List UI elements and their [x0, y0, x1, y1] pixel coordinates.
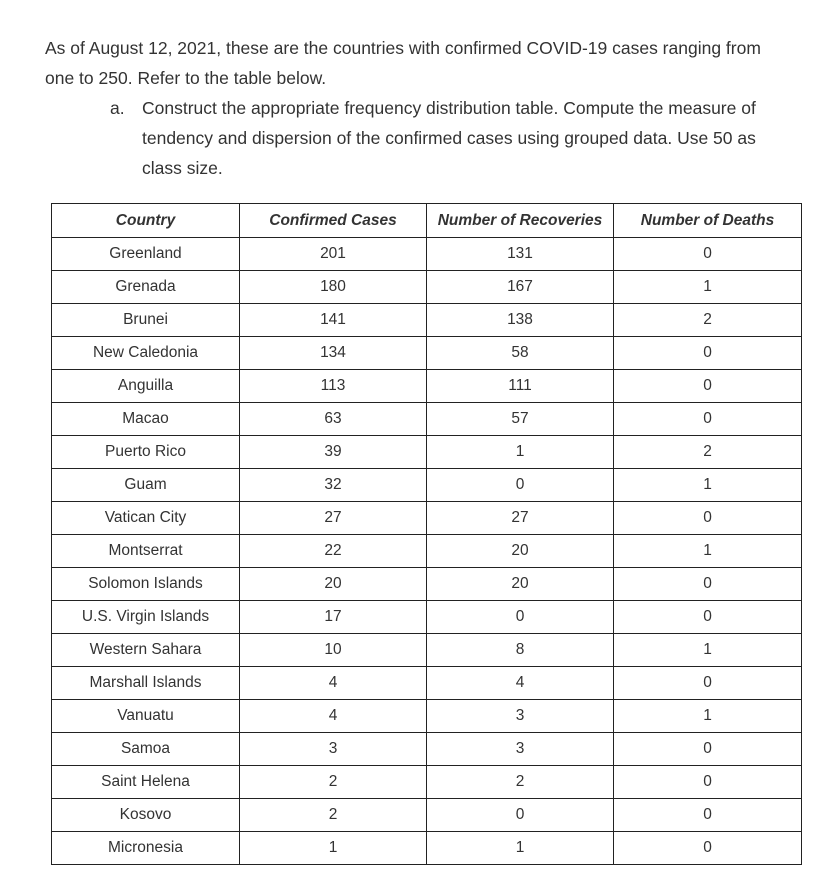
cell-deaths: 0: [614, 667, 802, 700]
cell-recoveries: 58: [427, 337, 614, 370]
cell-country: U.S. Virgin Islands: [52, 601, 240, 634]
table-row: [52, 304, 802, 337]
cell-confirmed-cases: 39: [240, 436, 427, 469]
cell-country: Solomon Islands: [52, 568, 240, 601]
cell-deaths: 0: [614, 337, 802, 370]
table-row: [52, 799, 802, 832]
cell-deaths: 1: [614, 271, 802, 304]
cell-country: Micronesia: [52, 832, 240, 865]
cell-country: Montserrat: [52, 535, 240, 568]
table-row: [52, 535, 802, 568]
intro-line-1: As of August 12, 2021, these are the countries with confirmed COVID-19 cases ranging from: [45, 38, 761, 58]
cell-confirmed-cases: 27: [240, 502, 427, 535]
table-row: [52, 568, 802, 601]
table-row: [52, 733, 802, 766]
cell-deaths: 0: [614, 832, 802, 865]
table-row: [52, 469, 802, 502]
cell-deaths: 2: [614, 436, 802, 469]
cell-country: Vanuatu: [52, 700, 240, 733]
cell-country: Western Sahara: [52, 634, 240, 667]
cell-confirmed-cases: 1: [240, 832, 427, 865]
cell-recoveries: 20: [427, 568, 614, 601]
cell-deaths: 0: [614, 601, 802, 634]
cell-recoveries: 0: [427, 601, 614, 634]
item-line-2: tendency and dispersion of the confirmed cases using grouped data. Use 50 as: [142, 128, 756, 148]
cell-country: New Caledonia: [52, 337, 240, 370]
cell-recoveries: 111: [427, 370, 614, 403]
header-confirmed-cases: Confirmed Cases: [240, 204, 427, 238]
cell-recoveries: 4: [427, 667, 614, 700]
table-row: [52, 667, 802, 700]
cell-confirmed-cases: 113: [240, 370, 427, 403]
table-body: [52, 238, 802, 865]
cell-confirmed-cases: 63: [240, 403, 427, 436]
table-row: [52, 634, 802, 667]
cell-confirmed-cases: 32: [240, 469, 427, 502]
cell-deaths: 0: [614, 238, 802, 271]
item-line-3: class size.: [142, 158, 223, 178]
table-row: [52, 601, 802, 634]
cell-recoveries: 57: [427, 403, 614, 436]
table-row: [52, 403, 802, 436]
cell-confirmed-cases: 201: [240, 238, 427, 271]
cell-recoveries: 1: [427, 832, 614, 865]
cell-confirmed-cases: 4: [240, 667, 427, 700]
cell-deaths: 0: [614, 370, 802, 403]
item-line-1: Construct the appropriate frequency distribution table. Compute the measure of: [142, 98, 756, 118]
cell-country: Saint Helena: [52, 766, 240, 799]
cell-country: Puerto Rico: [52, 436, 240, 469]
cell-deaths: 1: [614, 469, 802, 502]
cell-country: Anguilla: [52, 370, 240, 403]
table-row: [52, 436, 802, 469]
cell-deaths: 0: [614, 568, 802, 601]
cell-country: Brunei: [52, 304, 240, 337]
cell-recoveries: 20: [427, 535, 614, 568]
cell-recoveries: 27: [427, 502, 614, 535]
item-text: [142, 93, 756, 183]
cell-deaths: 0: [614, 403, 802, 436]
intro-line-2: one to 250. Refer to the table below.: [45, 68, 327, 88]
cell-recoveries: 131: [427, 238, 614, 271]
cell-recoveries: 8: [427, 634, 614, 667]
cell-country: Kosovo: [52, 799, 240, 832]
table-row: [52, 271, 802, 304]
table-row: [52, 700, 802, 733]
cell-recoveries: 0: [427, 469, 614, 502]
covid-cases-table: [51, 203, 802, 865]
cell-deaths: 0: [614, 733, 802, 766]
cell-confirmed-cases: 3: [240, 733, 427, 766]
cell-confirmed-cases: 134: [240, 337, 427, 370]
header-country: Country: [52, 204, 240, 238]
cell-deaths: 0: [614, 502, 802, 535]
header-recoveries: Number of Recoveries: [427, 204, 614, 238]
cell-deaths: 1: [614, 700, 802, 733]
cell-country: Marshall Islands: [52, 667, 240, 700]
cell-deaths: 1: [614, 634, 802, 667]
cell-recoveries: 138: [427, 304, 614, 337]
cell-recoveries: 3: [427, 700, 614, 733]
table-row: [52, 832, 802, 865]
cell-confirmed-cases: 10: [240, 634, 427, 667]
table-row: [52, 766, 802, 799]
cell-country: Macao: [52, 403, 240, 436]
cell-deaths: 2: [614, 304, 802, 337]
cell-confirmed-cases: 2: [240, 766, 427, 799]
cell-country: Greenland: [52, 238, 240, 271]
cell-country: Grenada: [52, 271, 240, 304]
cell-confirmed-cases: 180: [240, 271, 427, 304]
cell-confirmed-cases: 2: [240, 799, 427, 832]
cell-deaths: 0: [614, 799, 802, 832]
table-header-row: [52, 204, 802, 238]
cell-country: Vatican City: [52, 502, 240, 535]
cell-recoveries: 3: [427, 733, 614, 766]
table-row: [52, 370, 802, 403]
cell-confirmed-cases: 4: [240, 700, 427, 733]
cell-country: Samoa: [52, 733, 240, 766]
cell-recoveries: 2: [427, 766, 614, 799]
cell-confirmed-cases: 22: [240, 535, 427, 568]
table-row: [52, 337, 802, 370]
cell-confirmed-cases: 20: [240, 568, 427, 601]
cell-confirmed-cases: 17: [240, 601, 427, 634]
cell-deaths: 1: [614, 535, 802, 568]
cell-recoveries: 0: [427, 799, 614, 832]
intro-paragraph: [45, 33, 840, 93]
table-row: [52, 238, 802, 271]
cell-country: Guam: [52, 469, 240, 502]
table-row: [52, 502, 802, 535]
cell-recoveries: 167: [427, 271, 614, 304]
cell-confirmed-cases: 141: [240, 304, 427, 337]
cell-recoveries: 1: [427, 436, 614, 469]
header-deaths: Number of Deaths: [614, 204, 802, 238]
item-marker: a.: [110, 98, 125, 118]
cell-deaths: 0: [614, 766, 802, 799]
